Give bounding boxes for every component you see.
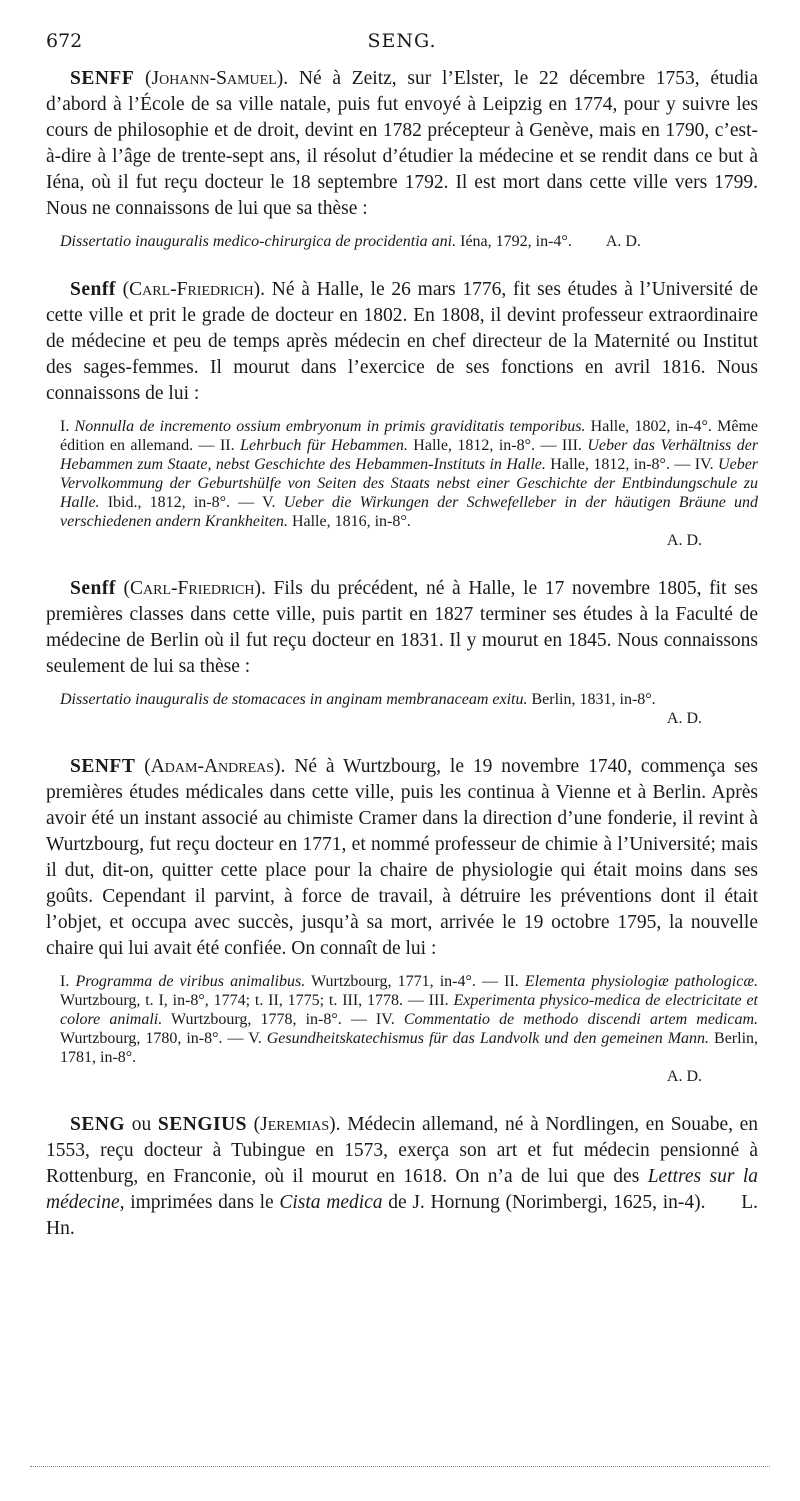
entry-name: SENFT — [70, 756, 136, 777]
entry-body — [46, 66, 758, 222]
entry-text: Né à Wurtzbourg, le 19 novembre 1740, commença ses premières études médicales dans cette ville, puis les continua à Vienne et à Berlin. Après avoir été un instant associé au chimiste Cramer dans la direction d’une fonderie, il revint à Wurtzbourg, fut reçu docteur en 1771, et nommé professeur de chimie à l’Université; mais il dut, dit-on, quitter cette place pour la chaire de physiologie qui était moins dans ses goûts. Cependant il parvint, à force de travail, à détruire les préventions dont il était l’objet, et occupa avec succès, jusqu’à sa mort, arrivée le 19 octobre 1795, la nouvelle chaire qui lui avait été confiée. On connaît de lui : — [46, 756, 758, 959]
work-details: Wurtzbourg, t. I, in-8°, 1774; t. II, 1775; t. III, 1778. — — [60, 992, 424, 1009]
entry-text: Médecin allemand, né à Nordlingen, en Souabe, en 1553, reçu docteur à Tubingue en 1573, exerça son art et fut médecin pensionné à Rottenburg, en Franconie, où il mourut en 1618. On n’a de lui que des — [46, 1114, 759, 1187]
work-number: I. — [60, 418, 70, 435]
entry-text: Né à Halle, le 26 mars 1776, fit ses études à l’Université de cette ville et prit le grade de docteur en 1802. En 1808, il devint professeur extraordinaire de médecine et peu de temps après médecin en chef directeur de la Maternité ou Institut des sages-femmes. Il mourut dans l’exercice de ses fonctions en avril 1816. Nous connaissons de lui : — [46, 279, 759, 404]
entry-senff-carl-2 — [46, 576, 758, 728]
work-number: V. — [262, 494, 276, 511]
author-signature: A. D. — [605, 233, 641, 250]
bibliography — [46, 417, 758, 550]
work-title: Lettres sur la médecine, — [46, 1166, 758, 1213]
entry-body — [46, 754, 758, 962]
entry-body — [46, 1112, 758, 1242]
work-title: Ueber Vervolkommung der Geburtshülfe von Seiten des Staats nebst einer Geschichte der Entbindungschule zu Halle. — [60, 456, 759, 511]
work-details: Wurtzbourg, 1780, in-8°. — — [60, 1030, 244, 1047]
entry-text: de J. Hornung (Norimbergi, 1625, in-4). — [388, 1192, 706, 1213]
work-details: Halle, 1812, in-8°. — — [413, 437, 557, 454]
bibliography — [46, 690, 758, 728]
entry-text: Né à Zeitz, sur l’Elster, le 22 décembre 1753, étudia d’abord à l’École de sa ville natale, puis fut envoyé à Leipzig en 1774, pour y suivre les cours de philosophie et de droit, devint en 1782 précepteur à Genève, mais en 1790, c’est-à-dire à l’âge de trente-sept ans, il résolut d’étudier la médecine et se rendit dans ce but à Iéna, où il fut reçu docteur le 18 septembre 1792. Il est mort dans cette ville vers 1799. Nous ne connaissons de lui que sa thèse : — [46, 68, 758, 219]
work-details: Halle, 1812, in-8°. — — [550, 456, 691, 473]
work-title: Nonnulla de incremento ossium embryonum in primis graviditatis temporibus. — [74, 418, 586, 435]
work-details: Wurtzbourg, 1778, in-8°. — — [171, 1011, 367, 1028]
entry-name: Senff — [70, 578, 116, 599]
entry-given-names: (Adam-Andreas). — [144, 756, 286, 777]
work-details: Wurtzbourg, 1771, in-4°. — — [311, 973, 498, 990]
work-item — [60, 973, 498, 990]
work-details: Berlin, 1831, in-8°. — [531, 691, 656, 708]
work-number: II. — [504, 973, 519, 990]
entry-senff-johann — [46, 66, 758, 251]
entries — [46, 66, 758, 1242]
work-title: Elementa physiologiæ pathologicæ. — [524, 973, 759, 990]
entry-body — [46, 277, 758, 407]
work-details: Berlin, 1781, in-8°. — [60, 1030, 759, 1066]
work-title: Dissertatio inauguralis medico-chirurgica de procidentia ani. — [60, 233, 457, 250]
author-signature: L. Hn. — [46, 1192, 759, 1239]
work-number: III. — [428, 992, 449, 1009]
entry-name-alt: SENGIUS — [157, 1114, 248, 1135]
entry-conjunction: ou — [131, 1114, 152, 1135]
entry-name: SENG — [70, 1114, 126, 1135]
entry-given-names: (Carl-Friedrich). — [122, 279, 265, 300]
work-number: II. — [219, 437, 235, 454]
work-number: IV. — [694, 456, 714, 473]
work-title: Lehrbuch für Hebammen. — [240, 437, 408, 454]
work-details: Halle, 1816, in-8°. — [291, 513, 411, 530]
entry-given-names: (Carl-Friedrich). — [123, 578, 266, 599]
author-signature: A. D. — [666, 532, 702, 549]
work-title: Gesundheitskatechismus für das Landvolk und den gemeinen Mann. — [266, 1030, 710, 1047]
work-title: Cista medica — [279, 1192, 383, 1213]
work-details: Iéna, 1792, in-4°. — [460, 233, 572, 250]
bibliography — [46, 232, 758, 251]
work-number: I. — [60, 973, 70, 990]
work-item — [220, 437, 556, 454]
entry-seng — [46, 1112, 758, 1242]
work-number: IV. — [375, 1011, 395, 1028]
entry-given-names: (Johann-Samuel). — [145, 68, 289, 89]
entry-name: Senff — [70, 279, 116, 300]
entry-senff-carl-1 — [46, 277, 758, 550]
entry-body — [46, 576, 758, 680]
work-title: Dissertatio inauguralis de stomacaces in anginam membranaceam exitu. — [60, 691, 528, 708]
work-title: Ueber die Wirkungen der Schwefelleber in der häutigen Bräune und verschiedenen andern Krankheiten. — [60, 494, 759, 530]
entry-text: imprimées dans le — [130, 1192, 274, 1213]
footer-rule — [30, 1466, 770, 1469]
page-header — [46, 30, 758, 54]
work-number: V. — [248, 1030, 262, 1047]
work-number: III. — [561, 437, 582, 454]
work-title: Experimenta physico-medica de electricitate et colore animali. — [60, 992, 759, 1028]
work-title: Ueber das Verhältniss der Hebammen zum Staate, nebst Geschichte des Hebammen-Instituts in Halle. — [60, 437, 759, 473]
entry-name: SENFF — [70, 68, 135, 89]
bibliography — [46, 972, 758, 1086]
page-number: 672 — [46, 30, 83, 52]
work-title: Programma de viribus animalibus. — [75, 973, 306, 990]
entry-given-names: (Jeremias). — [253, 1114, 341, 1135]
author-signature: A. D. — [666, 1068, 702, 1085]
work-details: Ibid., 1812, in-8°. — — [107, 494, 255, 511]
entry-text: Fils du précédent, né à Halle, le 17 novembre 1805, fit ses premières classes dans cette ville, puis partit en 1827 terminer ses études à la Faculté de médecine de Berlin où il fut reçu docteur en 1831. Il y mourut en 1845. Nous connaissons seulement de lui sa thèse : — [46, 578, 759, 677]
author-signature: A. D. — [666, 710, 702, 727]
entry-senft — [46, 754, 758, 1086]
work-details: Halle, 1802, in-4°. Même édition en allemand. — — [60, 418, 758, 454]
work-title: Commentatio de methodo discendi artem medicam. — [403, 1011, 759, 1028]
running-head: SENG. — [367, 30, 437, 52]
